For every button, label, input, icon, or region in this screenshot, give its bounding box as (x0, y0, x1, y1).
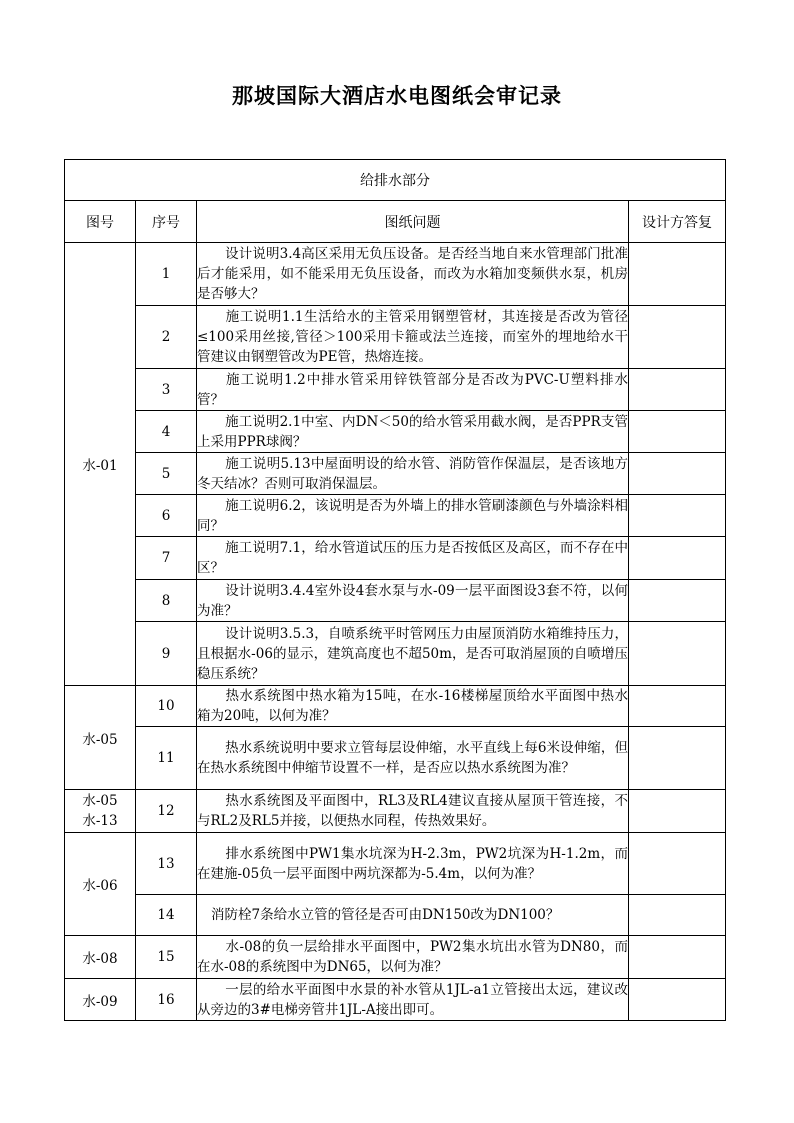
issue-text: 热水系统图中热水箱为15吨，在水-16楼梯屋顶给水平面图中热水箱为20吨，以何为准？ (197, 688, 628, 724)
drawing-no-cell: 水-01 (65, 243, 136, 686)
reply-cell[interactable] (629, 306, 726, 369)
table-row (65, 833, 726, 895)
seq-cell: 5 (136, 453, 197, 495)
issue-text: 施工说明1.2中排水管采用锌铁管部分是否改为PVC-U塑料排水管？ (197, 371, 628, 408)
issue-cell (197, 936, 629, 979)
drawing-no-cell (65, 790, 136, 833)
drawing-no-cell: 水-08 (65, 936, 136, 979)
document-title: 那坡国际大酒店水电图纸会审记录 (232, 84, 562, 108)
reply-cell[interactable] (629, 453, 726, 495)
reply-cell[interactable] (629, 979, 726, 1021)
seq-cell: 2 (136, 306, 197, 369)
table-row (65, 453, 726, 495)
issue-cell (197, 727, 629, 790)
issue-cell (197, 790, 629, 833)
seq-cell: 11 (136, 727, 197, 790)
drawing-no-cell: 水-06 (65, 833, 136, 936)
issue-text: 施工说明5.13中屋面明设的给水管、消防管作保温层，是否该地方冬天结冰？否则可取消保温层。 (197, 455, 628, 492)
seq-cell: 13 (136, 833, 197, 895)
reply-cell[interactable] (629, 537, 726, 580)
issue-text: 热水系统图及平面图中，RL3及RL4建议直接从屋顶干管连接，不与RL2及RL5并接，以便热水同程，传热效果好。 (197, 793, 628, 829)
drawing-no-cell: 水-09 (65, 979, 136, 1021)
table-row (65, 686, 726, 727)
issue-text: 施工说明6.2，该说明是否为外墙上的排水管刷漆颜色与外墙涂料相同？ (197, 497, 628, 534)
table-row (65, 306, 726, 369)
issue-text: 设计说明3.4高区采用无负压设备。是否经当地自来水管理部门批准后才能采用，如不能采用无负压设备，而改为水箱加变频供水泵，机房是否够大？ (197, 246, 628, 302)
seq-cell: 3 (136, 369, 197, 411)
issue-text: 施工说明2.1中室、内DN＜50的给水管采用截水阀，是否PPR支管上采用PPR球阀？ (197, 413, 628, 450)
issue-text: 消防栓7条给水立管的管径是否可由DN150改为DN100？ (211, 907, 560, 923)
seq-cell: 1 (136, 243, 197, 306)
section-title: 给排水部分 (65, 160, 726, 201)
issue-cell (197, 243, 629, 306)
seq-cell: 7 (136, 537, 197, 580)
issue-text: 设计说明3.5.3，自喷系统平时管网压力由屋顶消防水箱维持压力，且根据水-06的显示，建筑高度也不超50m，是否可取消屋顶的自喷增压稳压系统？ (197, 625, 628, 682)
seq-cell: 12 (136, 790, 197, 833)
seq-cell: 10 (136, 686, 197, 727)
table-row (65, 243, 726, 306)
table-row (65, 411, 726, 453)
seq-cell: 8 (136, 580, 197, 622)
reply-cell[interactable] (629, 686, 726, 727)
table-row (65, 936, 726, 979)
drawing-no-line: 水-13 (82, 813, 118, 829)
review-table (64, 159, 726, 1021)
issue-text: 水-08的负一层给排水平面图中，PW2集水坑出水管为DN80，而在水-08的系统图中为DN65，以何为准？ (197, 939, 628, 975)
issue-cell (197, 580, 629, 622)
header-drawing-no: 图号 (65, 201, 136, 243)
issue-cell (197, 979, 629, 1021)
issue-text: 排水系统图中PW1集水坑深为H-2.3m，PW2坑深为H-1.2m，而在建施-05负一层平面图中两坑深都为-5.4m，以何为准？ (197, 845, 628, 882)
drawing-no-line: 水-05 (82, 793, 118, 809)
table-row (65, 979, 726, 1021)
issue-text: 热水系统说明中要求立管每层设伸缩，水平直线上每6米设伸缩，但在热水系统图中伸缩节设置不一样，是否应以热水系统图为准？ (197, 740, 628, 776)
drawing-no-cell: 水-05 (65, 686, 136, 790)
seq-cell: 9 (136, 622, 197, 686)
seq-cell: 14 (136, 895, 197, 936)
seq-cell: 15 (136, 936, 197, 979)
issue-text: 设计说明3.4.4室外设4套水泵与水-09一层平面图设3套不符，以何为准？ (197, 582, 628, 619)
table-row (65, 369, 726, 411)
seq-cell: 16 (136, 979, 197, 1021)
table-row (65, 727, 726, 790)
table-row (65, 537, 726, 580)
header-issue: 图纸问题 (197, 201, 629, 243)
table-row (65, 895, 726, 936)
table-row (65, 790, 726, 833)
table-row (65, 495, 726, 537)
issue-cell (197, 895, 629, 936)
header-seq: 序号 (136, 201, 197, 243)
issue-cell (197, 495, 629, 537)
table-row (65, 622, 726, 686)
reply-cell[interactable] (629, 622, 726, 686)
reply-cell[interactable] (629, 580, 726, 622)
header-reply: 设计方答复 (629, 201, 726, 243)
issue-cell (197, 686, 629, 727)
issue-text: 施工说明1.1生活给水的主管采用钢塑管材，其连接是否改为管径≤100采用丝接,管径＞100采用卡箍或法兰连接，而室外的埋地给水干管建议由钢塑管改为PE管，热熔连接。 (197, 309, 628, 365)
reply-cell[interactable] (629, 369, 726, 411)
issue-cell (197, 369, 629, 411)
seq-cell: 4 (136, 411, 197, 453)
reply-cell[interactable] (629, 727, 726, 790)
issue-cell (197, 306, 629, 369)
reply-cell[interactable] (629, 495, 726, 537)
reply-cell[interactable] (629, 895, 726, 936)
reply-cell[interactable] (629, 411, 726, 453)
issue-text: 一层的给水平面图中水景的补水管从1JL-a1立管接出太远，建议改从旁边的3#电梯旁管井1JL-A接出即可。 (197, 981, 628, 1018)
issue-cell (197, 453, 629, 495)
issue-cell (197, 833, 629, 895)
issue-cell (197, 622, 629, 686)
reply-cell[interactable] (629, 790, 726, 833)
issue-cell (197, 537, 629, 580)
table-row (65, 580, 726, 622)
seq-cell: 6 (136, 495, 197, 537)
reply-cell[interactable] (629, 936, 726, 979)
issue-text: 施工说明7.1，给水管道试压的压力是否按低区及高区，而不存在中区？ (197, 540, 628, 576)
reply-cell[interactable] (629, 243, 726, 306)
reply-cell[interactable] (629, 833, 726, 895)
issue-cell (197, 411, 629, 453)
